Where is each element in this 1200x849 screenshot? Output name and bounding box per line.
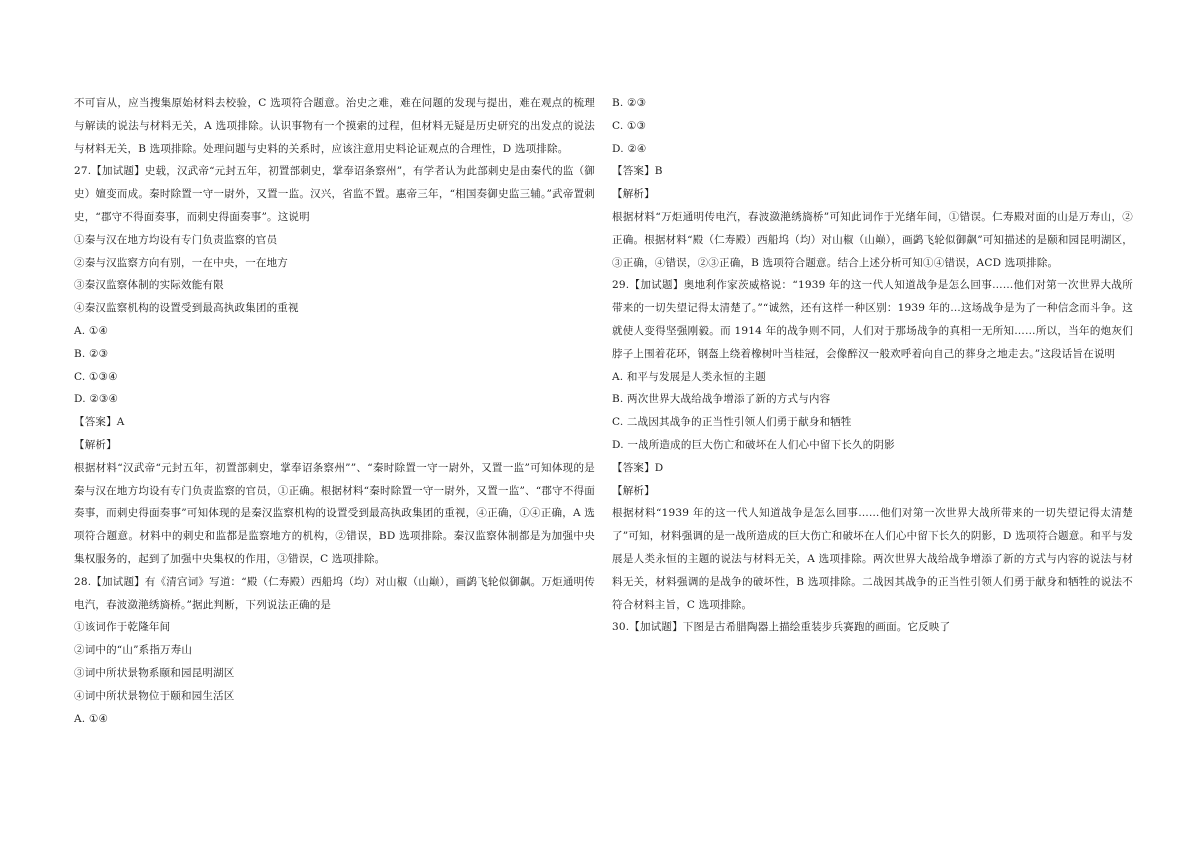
statement-2: ②秦与汉监察方向有别，一在中央，一在地方 [74,256,288,269]
question-29-stem: 29.【加试题】奥地利作家茨威格说：“1939 年的这一代人知道战争是怎么回事……他们对第一次世界大战所带来的一切失望记得太清楚了。”“诚然，还有这样一种区别：1939 年的…这场战争是为了一种信念而斗争。这就使人变得坚强刚毅。而 1914 年的战争则不同，人们对于那场战争的真相一无所知……所以，当年的炮灰们脖子上围着花环，钢盔上绕着橡树叶当桂冠，会像醉汉一般欢呼着向自己的葬身之地走去。”这段话旨在说明 [612,279,1133,360]
statement-3: ③词中所状景物系颐和园昆明湖区 [74,666,235,679]
option-a: A. ①④ [74,324,109,337]
statement-2: ②词中的“山”系指万寿山 [74,644,193,657]
answer-label: 【答案】D [612,461,664,474]
option-b: B. 两次世界大战给战争增添了新的方式与内容 [612,393,831,406]
analysis-text: 根据材料“汉武帝“元封五年，初置部刺史，掌奉诏条察州””、“秦时除置一守一尉外，又置一监”可知体现的是秦与汉在地方均设有专门负责监察的官员，①正确。根据材料“秦时除置一守一尉外，又置一监”、“郡守不得面奏事，而刺史得面奏事”可知体现的是秦汉监察机构的设置受到最高执政集团的重视，④正确，①④正确，A 选项符合题意。材料中的刺史和监都是监察地方的机构，②错误，BD 选项排除。秦汉监察体制都是为加强中央集权服务的，起到了加强中央集权的作用，③错误，C 选项排除。 [74,461,595,565]
analysis-label: 【解析】 [612,484,655,497]
left-column [74,92,595,730]
question-27-stem: 27.【加试题】史载，汉武帝“元封五年，初置部刺史，掌奉诏条察州”，有学者认为此部刺史是由秦代的监（御史）嬗变而成。秦时除置一守一尉外，又置一监。汉兴，省监不置。惠帝三年，“相国奏御史监三辅。”武帝置刺史，“郡守不得面奏事，而刺史得面奏事”。这说明 [74,165,595,223]
option-d: D. ②④ [612,142,647,155]
option-d: D. 一战所造成的巨大伤亡和破坏在人们心中留下长久的阴影 [612,438,895,451]
option-a: A. ①④ [74,712,109,725]
question-28-stem: 28.【加试题】有《清宫词》写道：“殿（仁寿殿）西船坞（均）对山椒（山巅），画鹢飞轮似御飙。万炬通明传电汽，春波潋滟绣旖桥。”据此判断，下列说法正确的是 [74,575,595,611]
statement-4: ④词中所状景物位于颐和园生活区 [74,689,235,702]
option-a: A. 和平与发展是人类永恒的主题 [612,370,766,383]
option-c: C. 二战因其战争的正当性引领人们勇于献身和牺牲 [612,416,852,429]
right-column [612,92,1133,639]
paragraph: 不可盲从，应当搜集原始材料去校验，C 选项符合题意。治史之难，难在问题的发现与提出，难在观点的梳理与解读的说法与材料无关，A 选项排除。认识事物有一个摸索的过程，但材料无疑是历史研究的出发点的说法与材料无关，B 选项排除。处理问题与史料的关系时，应该注意用史料论证观点的合理性，D 选项排除。 [74,97,595,155]
statement-4: ④秦汉监察机构的设置受到最高执政集团的重视 [74,302,299,315]
option-b: B. ②③ [74,347,109,360]
analysis-label: 【解析】 [612,188,655,201]
option-c: C. ①③ [612,119,647,132]
statement-3: ③秦汉监察体制的实际效能有限 [74,279,224,292]
analysis-label: 【解析】 [74,438,117,451]
statement-1: ①该词作于乾隆年间 [74,621,171,634]
analysis-text: 根据材料“1939 年的这一代人知道战争是怎么回事……他们对第一次世界大战所带来的一切失望记得太清楚了”可知，材料强调的是一战所造成的巨大伤亡和破坏在人们心中留下长久的阴影，D 选项符合题意。和平与发展是人类永恒的主题的说法与材料无关，A 选项排除。两次世界大战给战争增添了新的方式与内容的说法与材料无关，材料强调的是战争的破坏性，B 选项排除。二战因其战争的正当性引领人们勇于献身和牺牲的说法不符合材料主旨，C 选项排除。 [612,507,1133,611]
answer-label: 【答案】B [612,165,663,178]
option-c: C. ①③④ [74,370,118,383]
analysis-text: 根据材料“万炬通明传电汽，春波潋滟绣旖桥”可知此词作于光绪年间，①错误。仁寿殿对面的山是万寿山，②正确。根据材料“殿（仁寿殿）西船坞（均）对山椒（山巅），画鹢飞轮似御飙”可知描述的是颐和园昆明湖区，③正确，④错误，②③正确，B 选项符合题意。结合上述分析可知①④错误，ACD 选项排除。 [612,210,1133,269]
option-d: D. ②③④ [74,393,119,406]
statement-1: ①秦与汉在地方均设有专门负责监察的官员 [74,233,278,246]
answer-label: 【答案】A [74,416,125,429]
option-b: B. ②③ [612,97,647,109]
question-30-stem: 30.【加试题】下图是古希腊陶器上描绘重装步兵赛跑的画面。它反映了 [612,621,951,634]
